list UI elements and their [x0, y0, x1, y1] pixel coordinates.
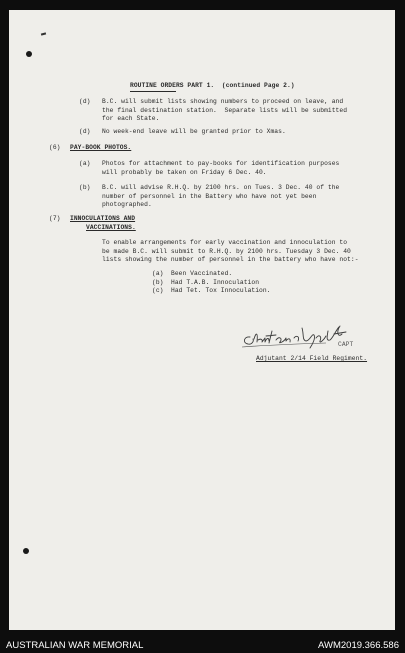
punch-hole-top	[26, 51, 32, 57]
section-number: (7)	[49, 215, 61, 222]
handwritten-signature	[236, 318, 352, 354]
section-title: INNOCULATIONS AND	[70, 215, 136, 222]
item-line: B.C. will advise R.H.Q. by 2100 hrs. on Tues. 3 Dec. 40 of the	[102, 184, 340, 191]
item-line: will probably be taken on Friday 6 Dec. 40.	[102, 168, 267, 176]
footer-accession-number: AWM2019.366.586	[318, 640, 399, 651]
section-number: (6)	[49, 144, 61, 151]
body-line: lists showing the number of personnel in the battery who have not:-	[102, 256, 359, 263]
item-line: number of personnel in the Battery who have not yet been	[102, 192, 317, 200]
list-key: (b)	[152, 278, 164, 286]
body-line: To enable arrangements for early vaccination and innoculation to	[102, 239, 348, 246]
list-key: (a)	[152, 270, 164, 277]
item-line: the final destination station. Separate lists will be submitted	[102, 106, 348, 114]
list-text: Been Vaccinated.	[171, 270, 233, 277]
section-title: VACCINATIONS.	[86, 223, 136, 231]
list-text: Had T.A.B. Innoculation	[171, 278, 260, 286]
item-line: photographed.	[102, 201, 152, 208]
signature-title: Adjutant 2/14 Field Regiment.	[256, 355, 368, 362]
list-key: (c)	[152, 287, 164, 294]
footer-institution: AUSTRALIAN WAR MEMORIAL	[6, 640, 144, 651]
item-key: (a)	[79, 160, 91, 167]
signature-rank: CAPT	[338, 341, 354, 348]
page-heading: ROUTINE ORDERS PART 1. (continued Page 2.)	[130, 82, 295, 89]
section-title: PAY-BOOK PHOTOS.	[70, 144, 132, 151]
item-key: (d)	[79, 128, 91, 135]
item-line: for each State.	[102, 115, 160, 122]
body-line: be made B.C. will submit to R.H.Q. by 2100 hrs. Tuesday 3 Dec. 40	[102, 247, 351, 255]
item-key: (d)	[79, 98, 91, 105]
item-line: B.C. will submit lists showing numbers to proceed on leave, and	[102, 98, 344, 105]
item-key: (b)	[79, 184, 91, 191]
item-line: No week-end leave will be granted prior to Xmas.	[102, 128, 286, 135]
heading-underline	[130, 91, 176, 92]
item-line: Photos for attachment to pay-books for identification purposes	[102, 160, 340, 167]
list-text: Had Tet. Tox Innoculation.	[171, 287, 271, 294]
punch-hole-bottom	[23, 548, 29, 554]
